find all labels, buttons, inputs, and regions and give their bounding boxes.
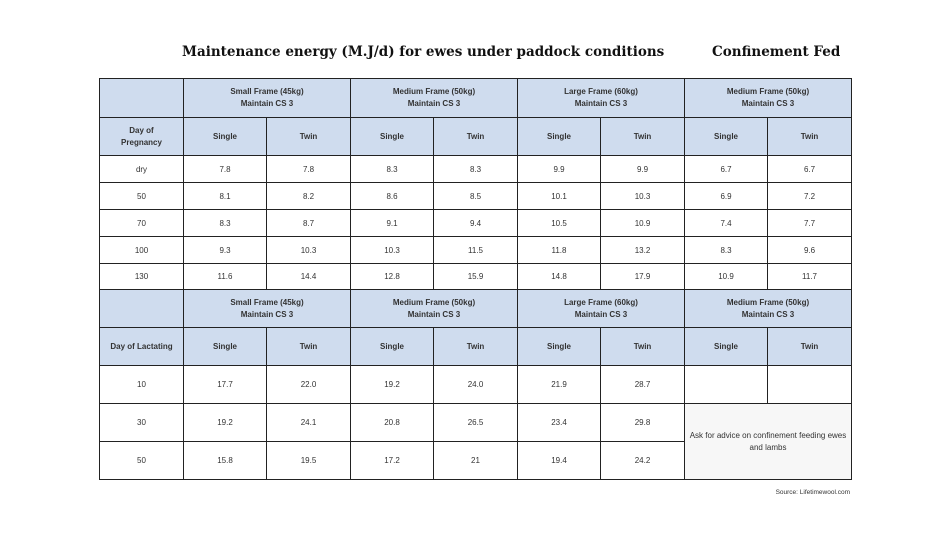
- row-label: 130: [100, 264, 184, 290]
- row-header-label: Day of Pregnancy: [100, 118, 184, 156]
- column-header: Twin: [768, 118, 852, 156]
- value-cell: 14.4: [267, 264, 351, 290]
- table-row: [100, 183, 852, 210]
- column-header: Twin: [601, 328, 685, 366]
- column-header: Twin: [267, 118, 351, 156]
- group-header: Medium Frame (50kg) Maintain CS 3: [685, 290, 852, 328]
- value-cell: 24.2: [601, 442, 685, 480]
- confinement-title: Confinement Fed: [712, 44, 841, 60]
- column-header: Single: [518, 118, 601, 156]
- value-cell: 9.9: [518, 156, 601, 183]
- table-row: [100, 156, 852, 183]
- row-label: 100: [100, 237, 184, 264]
- group-header: Small Frame (45kg) Maintain CS 3: [184, 79, 351, 118]
- value-cell: 11.7: [768, 264, 852, 290]
- value-cell: 28.7: [601, 366, 685, 404]
- value-cell: 8.7: [267, 210, 351, 237]
- value-cell: 8.5: [434, 183, 518, 210]
- empty-cell: [768, 366, 852, 404]
- row-header-label: Day of Lactating: [100, 328, 184, 366]
- value-cell: 20.8: [351, 404, 434, 442]
- source-credit: Source: Lifetimewool.com: [775, 489, 850, 496]
- value-cell: 8.3: [434, 156, 518, 183]
- row-label: 50: [100, 442, 184, 480]
- value-cell: 7.4: [685, 210, 768, 237]
- value-cell: 8.3: [184, 210, 267, 237]
- column-header: Twin: [434, 118, 518, 156]
- column-header: Single: [685, 328, 768, 366]
- value-cell: 8.3: [685, 237, 768, 264]
- value-cell: 8.3: [351, 156, 434, 183]
- value-cell: 13.2: [601, 237, 685, 264]
- value-cell: 8.6: [351, 183, 434, 210]
- row-label: dry: [100, 156, 184, 183]
- table-title: Maintenance energy (M.J/d) for ewes under paddock conditions: [182, 44, 665, 60]
- table-row: [100, 237, 852, 264]
- value-cell: 21.9: [518, 366, 601, 404]
- corner-cell: [100, 79, 184, 118]
- value-cell: 9.3: [184, 237, 267, 264]
- value-cell: 15.9: [434, 264, 518, 290]
- table-row: [100, 366, 852, 404]
- value-cell: 7.7: [768, 210, 852, 237]
- column-header: Twin: [601, 118, 685, 156]
- value-cell: 26.5: [434, 404, 518, 442]
- row-label: 30: [100, 404, 184, 442]
- value-cell: 9.6: [768, 237, 852, 264]
- column-header: Single: [351, 118, 434, 156]
- value-cell: 29.8: [601, 404, 685, 442]
- table-row: [100, 404, 852, 442]
- value-cell: 11.6: [184, 264, 267, 290]
- value-cell: 6.7: [685, 156, 768, 183]
- column-header: Single: [351, 328, 434, 366]
- value-cell: 11.8: [518, 237, 601, 264]
- value-cell: 21: [434, 442, 518, 480]
- value-cell: 10.3: [267, 237, 351, 264]
- group-header: Medium Frame (50kg) Maintain CS 3: [351, 290, 518, 328]
- lactation-group-header-row: [100, 290, 852, 328]
- value-cell: 19.5: [267, 442, 351, 480]
- value-cell: 7.8: [184, 156, 267, 183]
- value-cell: 10.9: [685, 264, 768, 290]
- column-header: Single: [184, 328, 267, 366]
- row-label: 70: [100, 210, 184, 237]
- value-cell: 8.1: [184, 183, 267, 210]
- value-cell: 24.0: [434, 366, 518, 404]
- value-cell: 24.1: [267, 404, 351, 442]
- value-cell: 6.9: [685, 183, 768, 210]
- group-header: Medium Frame (50kg) Maintain CS 3: [685, 79, 852, 118]
- value-cell: 10.3: [601, 183, 685, 210]
- column-header: Twin: [768, 328, 852, 366]
- value-cell: 7.8: [267, 156, 351, 183]
- value-cell: 6.7: [768, 156, 852, 183]
- lactation-subheader-row: [100, 328, 852, 366]
- value-cell: 10.9: [601, 210, 685, 237]
- group-header: Small Frame (45kg) Maintain CS 3: [184, 290, 351, 328]
- value-cell: 10.5: [518, 210, 601, 237]
- value-cell: 7.2: [768, 183, 852, 210]
- value-cell: 19.2: [351, 366, 434, 404]
- value-cell: 19.4: [518, 442, 601, 480]
- value-cell: 19.2: [184, 404, 267, 442]
- group-header: Medium Frame (50kg) Maintain CS 3: [351, 79, 518, 118]
- column-header: Single: [685, 118, 768, 156]
- value-cell: 14.8: [518, 264, 601, 290]
- group-header: Large Frame (60kg) Maintain CS 3: [518, 290, 685, 328]
- value-cell: 17.7: [184, 366, 267, 404]
- column-header: Twin: [267, 328, 351, 366]
- value-cell: 22.0: [267, 366, 351, 404]
- value-cell: 17.9: [601, 264, 685, 290]
- pregnancy-subheader-row: [100, 118, 852, 156]
- row-label: 10: [100, 366, 184, 404]
- empty-cell: [685, 366, 768, 404]
- value-cell: 8.2: [267, 183, 351, 210]
- value-cell: 9.1: [351, 210, 434, 237]
- confinement-advice-note: Ask for advice on confinement feeding ewes and lambs: [685, 404, 852, 480]
- column-header: Single: [518, 328, 601, 366]
- column-header: Single: [184, 118, 267, 156]
- value-cell: 17.2: [351, 442, 434, 480]
- column-header: Twin: [434, 328, 518, 366]
- value-cell: 9.4: [434, 210, 518, 237]
- corner-cell: [100, 290, 184, 328]
- pregnancy-group-header-row: [100, 79, 852, 118]
- table-row: [100, 210, 852, 237]
- value-cell: 10.3: [351, 237, 434, 264]
- value-cell: 15.8: [184, 442, 267, 480]
- value-cell: 11.5: [434, 237, 518, 264]
- value-cell: 10.1: [518, 183, 601, 210]
- maintenance-energy-table: [99, 78, 852, 480]
- value-cell: 12.8: [351, 264, 434, 290]
- group-header: Large Frame (60kg) Maintain CS 3: [518, 79, 685, 118]
- value-cell: 9.9: [601, 156, 685, 183]
- row-label: 50: [100, 183, 184, 210]
- value-cell: 23.4: [518, 404, 601, 442]
- table-row: [100, 264, 852, 290]
